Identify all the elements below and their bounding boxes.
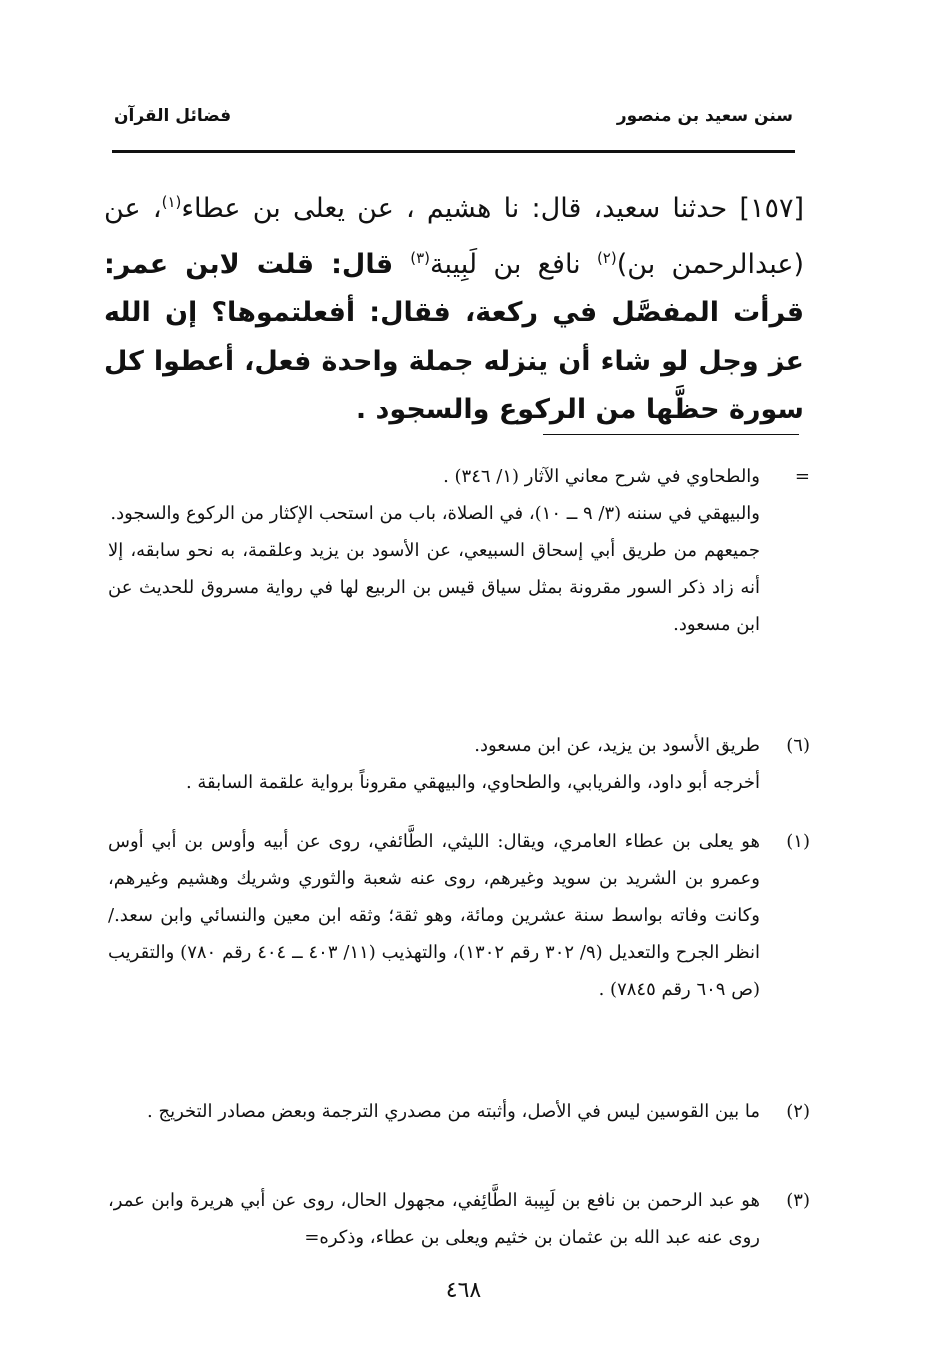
footnote-continuation — [108, 458, 810, 643]
footnote-paragraph: جميعهم من طريق أبي إسحاق السبيعي، عن الأسود بن يزيد وعلقمة، به نحو سابقه، إلا أنه زاد ذكر السور مقرونة بمثل سياق قيس بن الربيع لها في رواية مسروق للحديث عن ابن مسعود. — [108, 540, 760, 635]
hadith-isnad-part-1: حدثنا سعيد، قال: نا هشيم ، عن يعلى بن عطاء — [181, 193, 728, 224]
running-header-book-title: سنن سعيد بن منصور — [616, 106, 793, 126]
footnote-2 — [108, 1093, 810, 1130]
hadith-matn: قال: قلت لابن عمر: قرأت المفصَّل في ركعة، فقال: أفعلتموها؟ إن الله عز وجل لو شاء أن ينزله جملة واحدة فعل، أعطوا كل سورة حظَّها من الركوع والسجود . — [104, 248, 804, 425]
footnote-marker: (١) — [786, 831, 810, 852]
footnote-marker: = — [794, 466, 810, 487]
page-number: ٤٦٨ — [445, 1278, 482, 1303]
header-divider — [112, 150, 795, 153]
footnote-3 — [108, 1182, 810, 1256]
footnote-paragraph: والطحاوي في شرح معاني الآثار (١/ ٣٤٦) . — [443, 466, 760, 487]
hadith-isnad-part-3: (عبدالرحمن بن) — [616, 248, 804, 280]
footnote-separator — [543, 434, 799, 435]
hadith-isnad-part-4: نافع بن لَبِيبة — [430, 248, 597, 280]
footnote-paragraph: طريق الأسود بن يزيد، عن ابن مسعود. — [474, 735, 760, 756]
footnote-paragraph: هو عبد الرحمن بن نافع بن لَبِيبة الطَّائِفي، مجهول الحال، روى عن أبي هريرة وابن عمر، روى عنه عبد الله بن عثمان بن خثيم ويعلى بن عطاء، وذكره= — [108, 1190, 760, 1248]
running-header-chapter-title: فضائل القرآن — [114, 106, 232, 126]
footnote-6 — [108, 727, 810, 801]
footnote-ref-3: (٣) — [410, 248, 430, 267]
hadith-text — [104, 178, 804, 435]
hadith-isnad-part-2: ، عن — [104, 193, 162, 224]
footnote-ref-1: (١) — [161, 193, 182, 211]
footnote-ref-2: (٢) — [596, 248, 617, 267]
hadith-number: [١٥٧] — [739, 193, 804, 224]
footnote-marker: (٢) — [786, 1101, 810, 1122]
footnote-marker: (٦) — [786, 735, 810, 756]
footnote-paragraph: ما بين القوسين ليس في الأصل، وأثبته من مصدري الترجمة وبعض مصادر التخريج . — [147, 1101, 760, 1122]
footnote-paragraph: أخرجه أبو داود، والفريابي، والطحاوي، والبيهقي مقروناً برواية علقمة السابقة . — [185, 772, 760, 793]
footnote-1 — [108, 823, 810, 1008]
footnote-paragraph: هو يعلى بن عطاء العامري، ويقال: الليثي، الطَّائفي، روى عن أبيه وأوس بن أبي أوس وعمرو بن الشريد بن سويد وغيرهم، روى عنه شعبة والثوري وشريك وهشيم وغيرهم، وكانت وفاته بواسط سنة عشرين ومائة، وهو ثقة؛ وثقه ابن معين والنسائي وابن سعد./ انظر الجرح والتعديل (٩/ ٣٠٢ رقم ١٣٠٢)، والتهذيب (١١/ ٤٠٣ ــ ٤٠٤ رقم ٧٨٠) والتقريب (ص ٦٠٩ رقم ٧٨٤٥) . — [108, 831, 760, 1000]
footnote-marker: (٣) — [786, 1190, 810, 1211]
footnote-paragraph: والبيهقي في سننه (٣/ ٩ ــ ١٠)، في الصلاة، باب من استحب الإكثار من الركوع والسجود. — [110, 503, 760, 524]
